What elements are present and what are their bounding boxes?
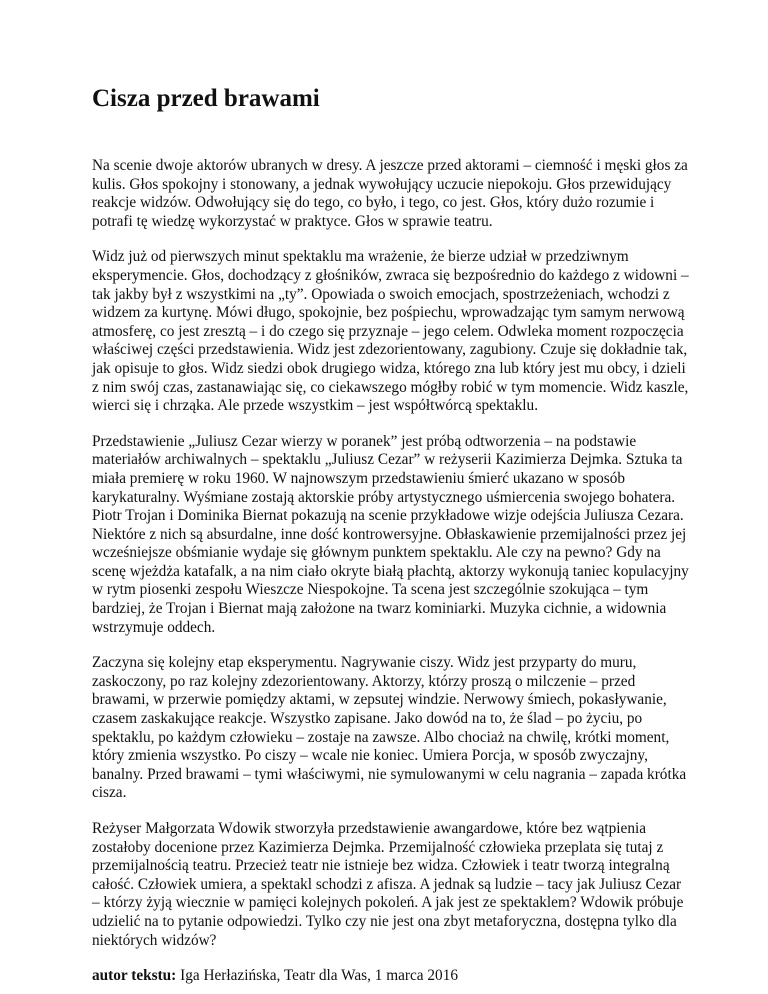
- paragraph-1: Na scenie dwoje aktorów ubranych w dresy. A jeszcze przed aktorami – ciemność i męski głos za kulis. Głos spokojny i stonowany, a jednak wywołujący uczucie niepokoju. Głos przewidujący reakcje widzów. Odwołujący się do tego, co było, i tego, co jest. Głos, który dużo rozumie i potrafi tę wiedzę wykorzystać w praktyce. Głos w sprawie teatru.: [92, 157, 688, 230]
- paragraph-2: Widz już od pierwszych minut spektaklu ma wrażenie, że bierze udział w przedziwnym eksperymencie. Głos, dochodzący z głośników, zwraca się bezpośrednio do każdego z widowni – tak jakby był z wszystkimi na „ty”. Opowiada o swoich emocjach, spostrzeżeniach, wchodzi z widzem za kurtynę. Mówi długo, spokojnie, bez pośpiechu, wprowadzając tym samym nerwową atmosferę, co jest zresztą – i do czego się przyznaje – jego celem. Odwleka moment rozpoczęcia właściwej części przedstawienia. Widz jest zdezorientowany, zagubiony. Czuje się dokładnie tak, jak opisuje to głos. Widz siedzi obok drugiego widza, którego zna lub który jest mu obcy, i dzieli z nim swój czas, zastanawiając się, co ciekawszego mógłby robić w tym momencie. Widz kaszle, wierci się i chrząka. Ale przede wszystkim – jest współtwórcą spektaklu.: [92, 248, 689, 415]
- author-line: [92, 967, 692, 986]
- author-label: autor tekstu:: [92, 967, 177, 985]
- article-body: [92, 157, 692, 986]
- paragraph-4: Zaczyna się kolejny etap eksperymentu. Nagrywanie ciszy. Widz jest przyparty do muru, zaskoczony, po raz kolejny zdezorientowany. Aktorzy, którzy proszą o milczenie – przed brawami, w przerwie pomiędzy aktami, w zepsutej windzie. Nerwowy śmiech, pokasływanie, czasem zaskakujące reakcje. Wszystko zapisane. Jako dowód na to, że ślad – po życiu, po spektaklu, po każdym człowieku – zostaje na zawsze. Albo chociaż na chwilę, krótki moment, który zmienia wszystko. Po ciszy – wcale nie koniec. Umiera Porcja, w sposób zwyczajny, banalny. Przed brawami – tymi właściwymi, nie symulowanymi w celu nagrania – zapada krótka cisza.: [92, 654, 687, 802]
- author-text: Iga Herłazińska, Teatr dla Was, 1 marca 2016: [176, 967, 458, 985]
- document-title: Cisza przed brawami: [92, 85, 320, 112]
- paragraph-5: Reżyser Małgorzata Wdowik stworzyła przedstawienie awangardowe, które bez wątpienia zostałoby docenione przez Kazimierza Dejmka. Przemijalność człowieka przeplata się tutaj z przemijalnością teatru. Przecież teatr nie istnieje bez widza. Człowiek i teatr tworzą integralną całość. Człowiek umiera, a spektakl schodzi z afisza. A jednak są ludzie – tacy jak Juliusz Cezar – którzy żyją wiecznie w pamięci kolejnych pokoleń. A jak jest ze spektaklem? Wdowik próbuje udzielić na to pytanie odpowiedzi. Tylko czy nie jest ona zbyt metaforyczna, dostępna tylko dla niektórych widzów?: [92, 820, 684, 949]
- paragraph-3: Przedstawienie „Juliusz Cezar wierzy w poranek” jest próbą odtworzenia – na podstawie materiałów archiwalnych – spektaklu „Juliusz Cezar” w reżyserii Kazimierza Dejmka. Sztuka ta miała premierę w roku 1960. W najnowszym przedstawieniu śmierć ukazano w sposób karykaturalny. Wyśmiane zostają aktorskie próby artystycznego uśmiercenia swojego bohatera. Piotr Trojan i Dominika Biernat pokazują na scenie przykładowe wizje odejścia Juliusza Cezara. Niektóre z nich są absurdalne, inne dość kontrowersyjne. Obłaskawienie przemijalności przez jej wcześniejsze obśmianie wydaje się głównym punktem spektaklu. Ale czy na pewno? Gdy na scenę wjeżdża katafalk, a na nim ciało okryte białą płachtą, aktorzy wykonują taniec kopulacyjny w rytm piosenki zespołu Wieszcze Niespokojne. Ta scena jest szczególnie szokująca – tym bardziej, że Trojan i Biernat mają założone na twarz kominiarki. Muzyka cichnie, a widownia wstrzymuje oddech.: [92, 432, 689, 636]
